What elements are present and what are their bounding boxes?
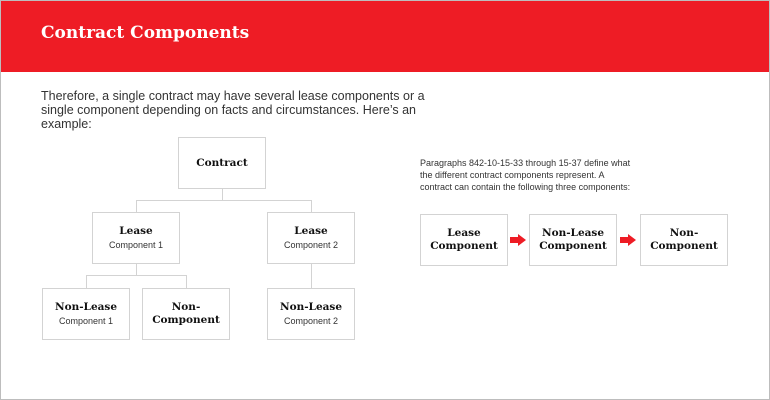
non-lease-component-2-title: Non-Lease bbox=[279, 301, 343, 313]
connector-to-lease1 bbox=[136, 200, 137, 212]
non-lease-component-1-box bbox=[42, 288, 130, 340]
non-lease-component-1-subtitle: Component 1 bbox=[58, 316, 114, 326]
connector-lease1-down bbox=[136, 264, 137, 275]
contract-box bbox=[178, 137, 266, 189]
non-component-title: Non-Component bbox=[152, 301, 220, 326]
page-title: Contract Components bbox=[41, 23, 250, 43]
intro-paragraph: Therefore, a single contract may have several lease components or a single component depending on facts and circumstances. Here’s an example: bbox=[41, 89, 425, 131]
flow-non-component-box bbox=[640, 214, 728, 266]
header-banner bbox=[1, 1, 769, 72]
lease-component-1-title: Lease bbox=[119, 225, 153, 237]
flow-non-lease-component-line2: Component bbox=[539, 240, 607, 252]
non-component-box bbox=[142, 288, 230, 340]
connector-level1-horizontal bbox=[136, 200, 311, 201]
connector-to-noncomponent bbox=[186, 275, 187, 288]
flow-lease-component-box bbox=[420, 214, 508, 266]
connector-lease2-to-nonlease2 bbox=[311, 264, 312, 288]
arrow-right-icon bbox=[620, 234, 636, 246]
non-lease-component-2-box bbox=[267, 288, 355, 340]
connector-to-lease2 bbox=[311, 200, 312, 212]
flow-non-lease-component-line1: Non-Lease bbox=[541, 227, 605, 239]
lease-component-2-subtitle: Component 2 bbox=[283, 240, 339, 250]
flow-non-lease-component-box bbox=[529, 214, 617, 266]
non-lease-component-1-title: Non-Lease bbox=[54, 301, 118, 313]
lease-component-1-subtitle: Component 1 bbox=[108, 240, 164, 250]
connector-root-down bbox=[222, 189, 223, 200]
non-lease-component-2-subtitle: Component 2 bbox=[283, 316, 339, 326]
arrow-right-icon bbox=[510, 234, 526, 246]
contract-box-title: Contract bbox=[196, 156, 248, 169]
flow-lease-component-line1: Lease bbox=[447, 227, 481, 239]
definition-note: Paragraphs 842-10-15-33 through 15-37 define what the different contract components represent. A contract can contain the following three components: bbox=[420, 158, 631, 192]
connector-to-nonlease1 bbox=[86, 275, 87, 288]
lease-component-1-box bbox=[92, 212, 180, 264]
lease-component-2-title: Lease bbox=[294, 225, 328, 237]
flow-non-component-line1: Non-Component bbox=[650, 227, 718, 252]
lease-component-2-box bbox=[267, 212, 355, 264]
flow-lease-component-line2: Component bbox=[430, 240, 498, 252]
connector-level2-horizontal bbox=[86, 275, 186, 276]
